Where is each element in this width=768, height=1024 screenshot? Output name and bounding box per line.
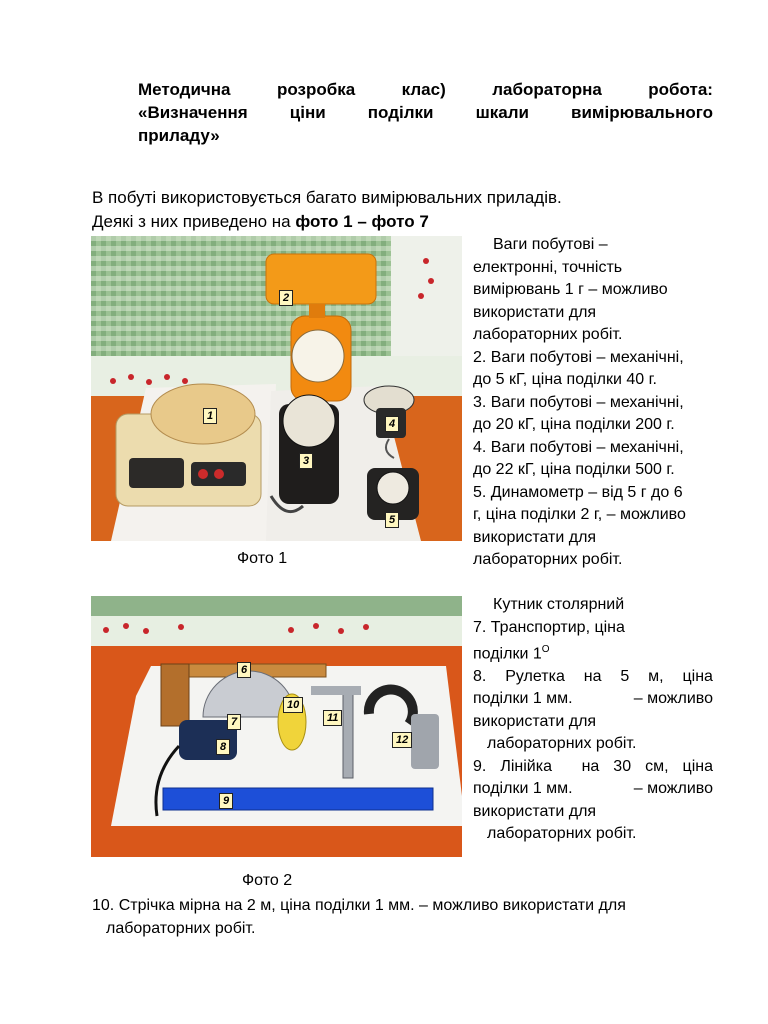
desc2-text: поділки 1 мм. — [473, 690, 573, 708]
photo-2-description — [473, 594, 713, 846]
desc1-line: г, ціна поділки 2 г, – можливо — [473, 506, 686, 523]
desc1-line: 4. Ваги побутові – механічні, — [473, 438, 684, 456]
desc2-line: використати для — [473, 802, 597, 820]
title-word: Методична — [138, 80, 231, 99]
intro-bold-ref: фото 1 – фото 7 — [295, 212, 429, 231]
title-word: лабораторна — [492, 80, 602, 99]
desc2-word: м, — [648, 667, 664, 685]
desc2-word: 30 — [613, 757, 632, 775]
desc1-line: електронні, точність — [473, 258, 623, 276]
desc1-line: до 20 кГ, ціна поділки 200 г. — [473, 416, 675, 433]
photo-2-image — [91, 596, 462, 857]
title-word: поділки — [367, 103, 434, 122]
photo-1-label-3: 3 — [299, 453, 313, 469]
intro-line-2 — [92, 210, 562, 234]
desc2-text: поділки 1 — [473, 645, 542, 663]
photo-2-label-12: 12 — [392, 732, 412, 748]
desc2-text: поділки 1 мм. — [473, 780, 573, 798]
photo-1-image — [91, 236, 462, 541]
desc2-line: лабораторних робіт. — [487, 825, 637, 843]
photo-2 — [91, 596, 462, 857]
title-word: ціни — [289, 103, 326, 122]
desc1-line: лабораторних робіт. — [473, 551, 623, 568]
desc1-line: до 5 кГ, ціна поділки 40 г. — [473, 371, 657, 388]
photo-2-label-6: 6 — [237, 662, 251, 678]
desc2-word: на — [581, 757, 600, 775]
desc2-line — [473, 756, 713, 779]
desc2-line: 7. Транспортир, ціна — [473, 618, 625, 636]
desc1-line: лабораторних робіт. — [473, 326, 623, 343]
photo-1-label-1: 1 — [203, 408, 217, 424]
title-word: клас) — [401, 80, 446, 99]
document-title — [138, 78, 713, 147]
photo-2-label-8: 8 — [216, 739, 230, 755]
desc2-group — [582, 756, 713, 779]
photo-1-description — [473, 234, 686, 572]
desc2-group — [473, 756, 552, 779]
title-line-1 — [138, 78, 713, 101]
photo-1-caption: Фото 1 — [237, 550, 288, 567]
footer-line-2: лабораторних робіт. — [106, 920, 256, 937]
photo-2-label-7: 7 — [227, 714, 241, 730]
desc2-line: лабораторних робіт. — [487, 735, 637, 753]
desc2-line: Кутник столярний — [493, 596, 625, 613]
desc1-line: Ваги побутові – — [493, 236, 608, 253]
desc2-word: Лінійка — [500, 757, 552, 775]
desc1-line: до 22 кГ, ціна поділки 500 г. — [473, 461, 675, 478]
photo-1 — [91, 236, 462, 541]
desc2-word: ціна — [682, 757, 713, 775]
desc2-text: – можливо — [633, 780, 713, 798]
desc2-word: 8. — [473, 667, 487, 685]
photo-2-label-10: 10 — [283, 697, 303, 713]
desc2-line — [473, 666, 713, 689]
desc1-line: використати для — [473, 303, 597, 321]
desc1-line: 2. Ваги побутові – механічні, — [473, 348, 684, 366]
photo-1-label-5: 5 — [385, 512, 399, 528]
footer-line-1: 10. Стрічка мірна на 2 м, ціна поділки 1 мм. – можливо використати для — [92, 897, 626, 914]
photo-2-caption: Фото 2 — [242, 872, 293, 889]
intro-line-1: В побуті використовується багато вимірювальних приладів. — [92, 188, 562, 207]
desc2-word: на — [583, 667, 602, 685]
title-word: «Визначення — [138, 103, 248, 122]
title-word: вимірювального — [571, 103, 713, 122]
desc2-word: Рулетка — [505, 667, 565, 685]
title-line-2 — [138, 101, 713, 124]
intro-text: Деякі з них приведено на — [92, 212, 296, 231]
desc2-word: см, — [645, 757, 669, 775]
desc2-line — [473, 778, 713, 801]
photo-2-label-9: 9 — [219, 793, 233, 809]
title-line-3: приладу» — [138, 126, 220, 145]
desc2-line — [473, 688, 713, 711]
photo-1-label-4: 4 — [385, 416, 399, 432]
desc2-line — [473, 639, 713, 666]
degree-mark: О — [541, 644, 550, 655]
title-word: шкали — [475, 103, 529, 122]
desc2-word: 9. — [473, 757, 487, 775]
title-word: розробка — [276, 80, 356, 99]
title-word: робота: — [648, 80, 713, 99]
desc1-line: 5. Динамометр – від 5 г до 6 — [473, 483, 683, 501]
desc1-line: вимірювань 1 г – можливо — [473, 281, 668, 298]
desc2-word: 5 — [620, 667, 630, 685]
photo-2-label-11: 11 — [323, 710, 342, 726]
photo-1-label-2: 2 — [279, 290, 293, 306]
desc1-line: використати для — [473, 528, 597, 546]
desc2-word: ціна — [682, 667, 713, 685]
desc2-line: використати для — [473, 712, 597, 730]
intro-paragraph — [92, 186, 562, 234]
desc1-line: 3. Ваги побутові – механічні, — [473, 393, 684, 411]
desc2-text: – можливо — [633, 690, 713, 708]
footer-paragraph — [92, 894, 626, 940]
